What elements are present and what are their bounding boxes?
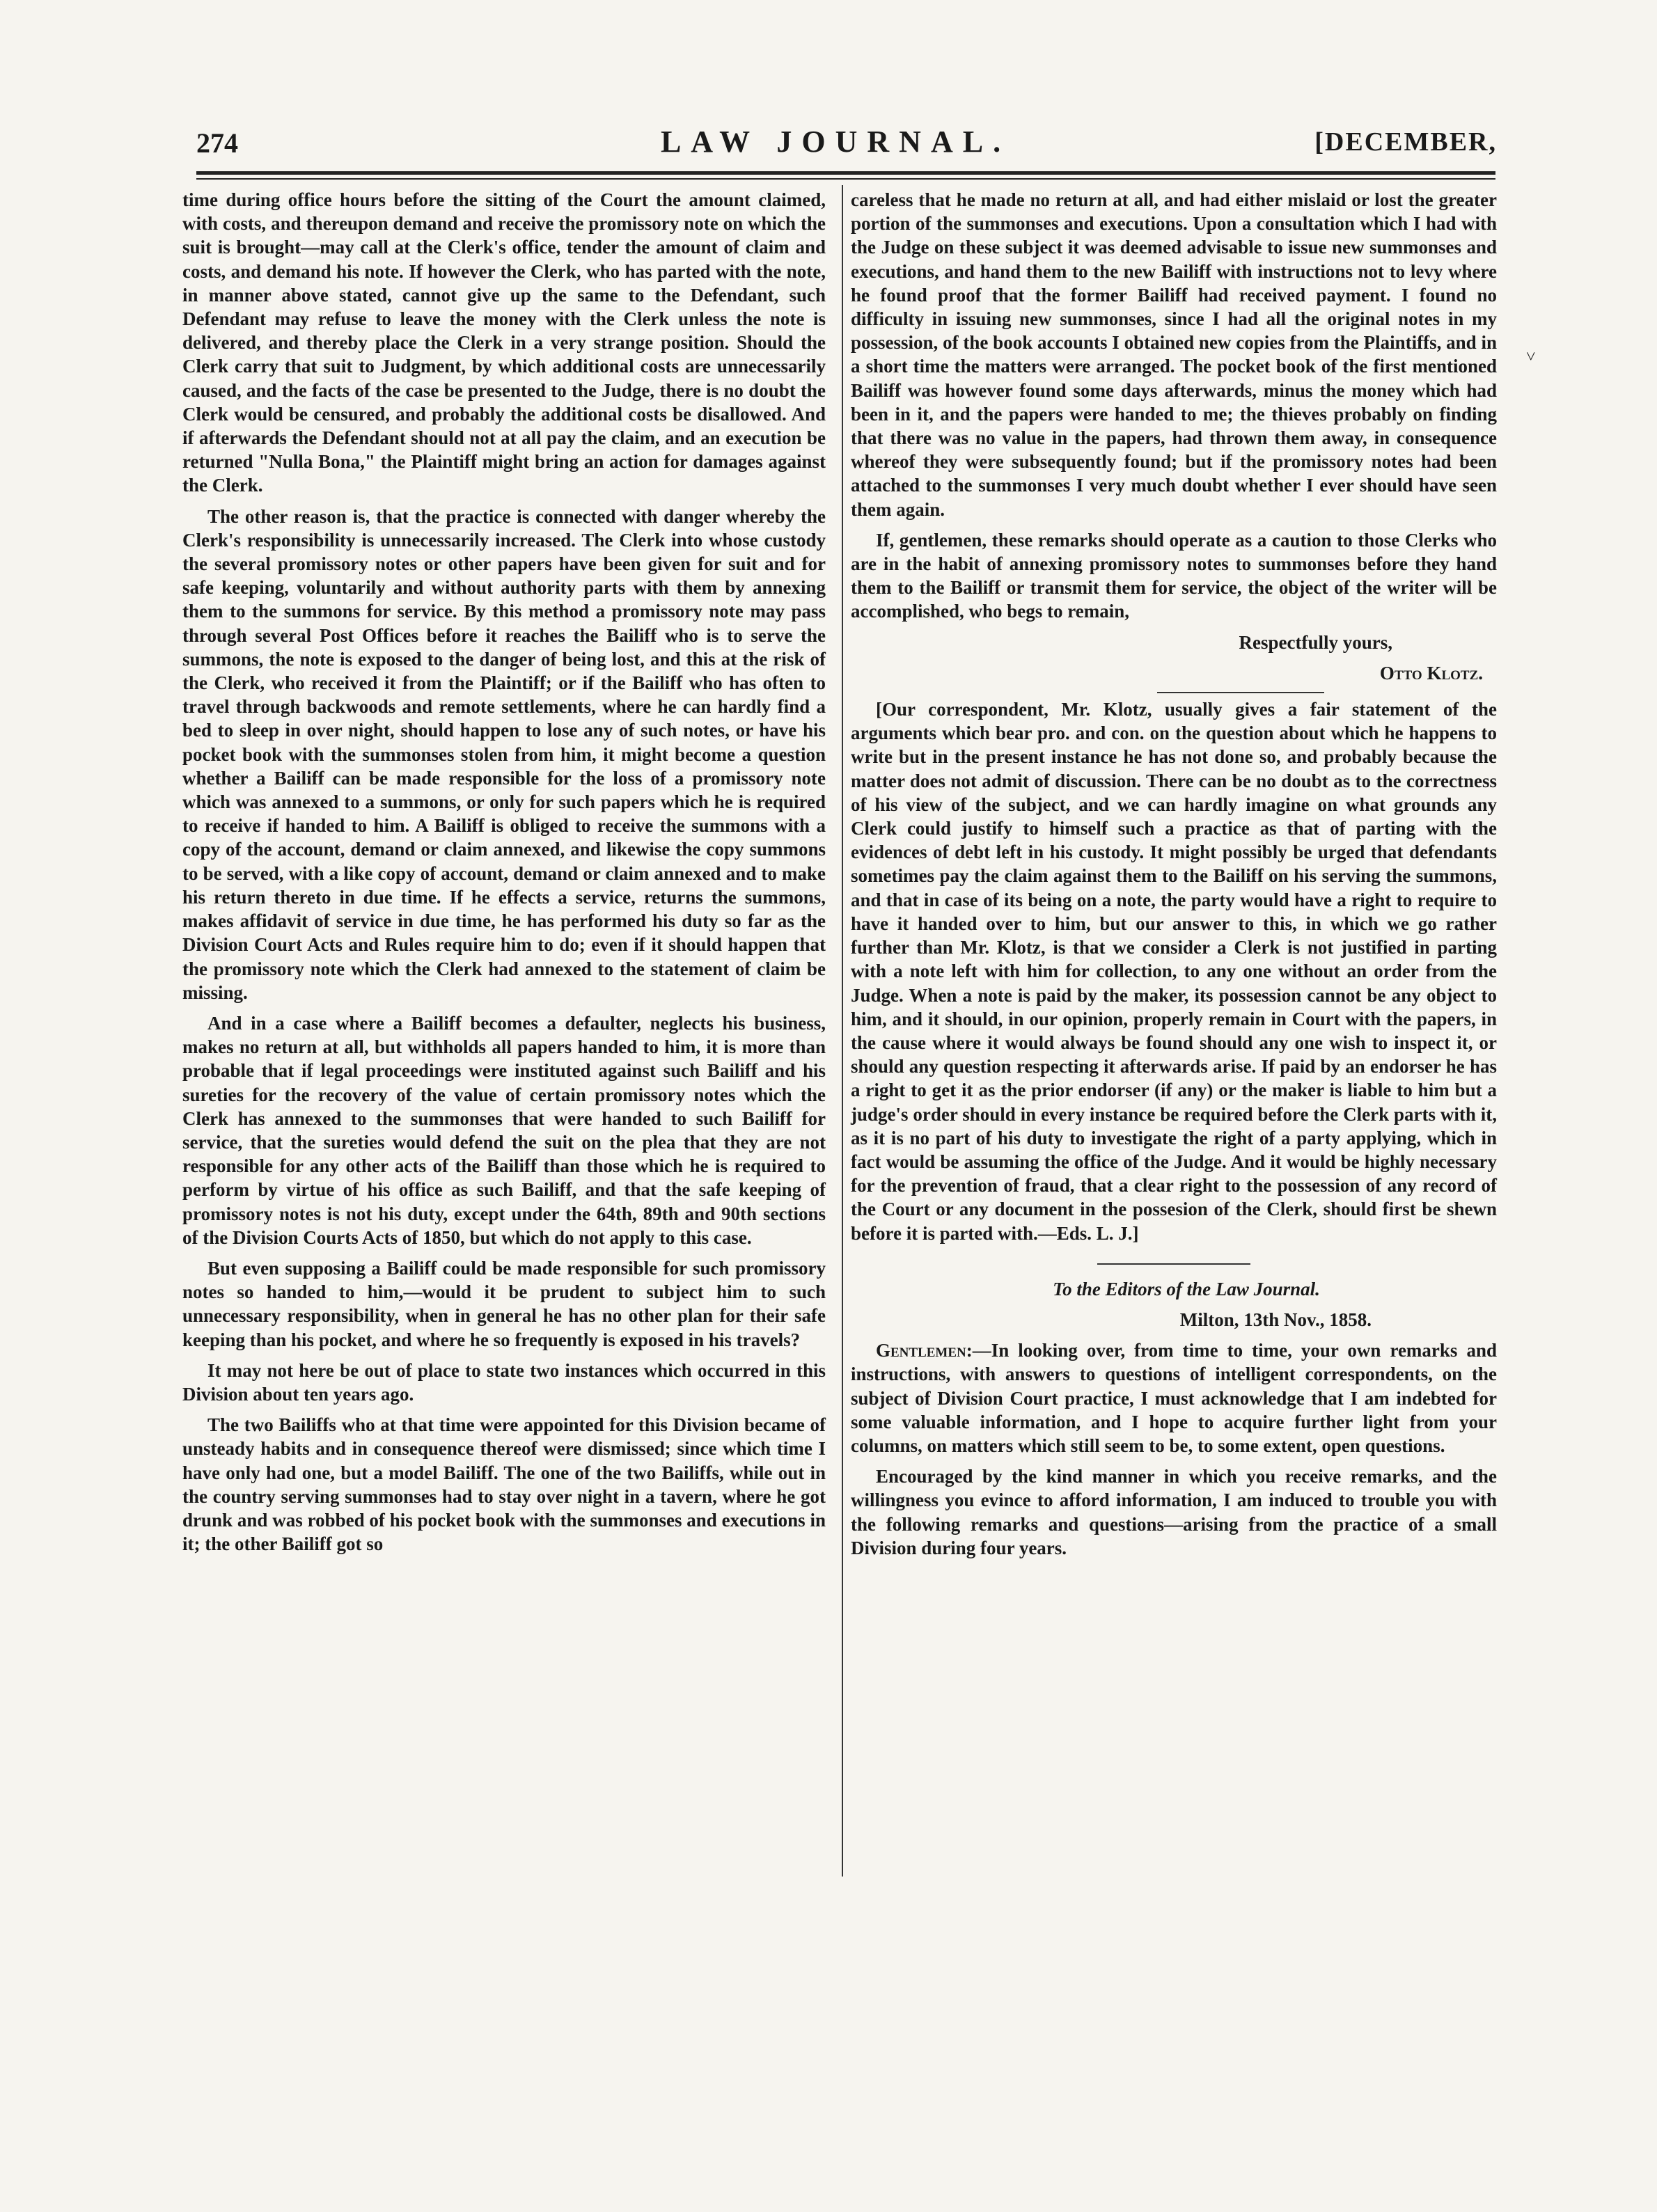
letter-heading: To the Editors of the Law Journal. [1053,1278,1320,1299]
page-number: 274 [196,127,238,159]
header-rule-thin [196,178,1495,180]
editor-note [851,697,1497,1245]
letter-text: —In looking over, from time to time, your own remarks and instructions, with answers to questions of intelligent correspondents, on the subject of Division Court practice, I must acknowledge that I am indebted for some valuable information, and I hope to acquire further light from your columns, on matters which still seem to be, to some extent, open questions. [851,1340,1497,1456]
header-rule [196,171,1495,175]
left-column [182,188,826,1563]
month-label: [DECEMBER, [1314,127,1497,157]
salutation: Gentlemen: [876,1340,973,1361]
paragraph: And in a case where a Bailiff becomes a defaulter, neglects his business, makes no return at all, but withholds all papers handed to him, it is more than probable that if legal proceedings were instituted against such Bailiff and his sureties for the recovery of the value of certain promissory notes which the Clerk has annexed to the summonses that were handed to such Bailiff for service, that the sureties would defend the suit on the plea that they are not responsible for any other acts of the Bailiff than those which he is required to perform by virtue of his office as such Bailiff, and that the safe keeping of promissory notes is not his duty, except under the 64th, 89th and 90th sections of the Division Courts Acts of 1850, but which do not apply to this case. [182,1012,826,1248]
section-rule [1097,1263,1250,1265]
paragraph: careless that he made no return at all, and had either mislaid or lost the greater portion of the summonses and executions. Upon a consultation which I had with the Judge on these subject it was deemed advisable to issue new summonses and executions, and hand them to the new Bailiff with instructions not to levy where he found proof that the former Bailiff had received payment. I found no difficulty in issuing new summonses, since I had all the original notes in my possession, of the book accounts I obtained new copies from the Plaintiffs, and in a short time the matters were arranged. The pocket book of the first mentioned Bailiff was however found some days afterwards, minus the money which had been in it, and the papers were handed to me; the thieves probably on finding that there was no value in the papers, had thrown them away, in consequence whereof they were subsequently found; but if the promissory notes had been attached to the summonses I very much doubt whether I ever should have seen them again. [851,189,1497,520]
margin-mark: ˅ [1526,348,1536,366]
right-column [851,188,1497,1567]
letter-paragraph [851,1338,1497,1457]
paragraph: time during office hours before the sitting of the Court the amount claimed, with costs, and thereupon demand and receive the promissory note on which the suit is brought—may call at the Clerk's office, tender the amount of claim and costs, and demand his note. If however the Clerk, who has parted with the note, in manner above stated, cannot give up the same to the Defendant, such Defendant may refuse to leave the money with the Clerk unless the note is delivered, and thereby place the Clerk in a very strange position. Should the Clerk carry that suit to Judgment, by which additional costs are unnecessarily caused, and the facts of the case be presented to the Judge, there is no doubt the Clerk would be censured, and probably the additional costs be disallowed. And if afterwards the Defendant should not at all pay the claim, and an execution be returned "Nulla Bona," the Plaintiff might bring an action for damages against the Clerk. [182,189,826,496]
paragraph: It may not here be out of place to state two instances which occurred in this Division about ten years ago. [182,1359,826,1405]
paragraph: The two Bailiffs who at that time were appointed for this Division became of unsteady habits and in consequence thereof were dismissed; since which time I have only had one, but a model Bailiff. The one of the two Bailiffs, while out in the country serving summonses had to stay over night in a tavern, where he got drunk and was robbed of his pocket book with the summonses and executions in it; the other Bailiff got so [182,1414,826,1555]
journal-title: LAW JOURNAL. [660,125,1011,159]
editor-note-text: [Our correspondent, Mr. Klotz, usually gives a fair statement of the arguments which bear pro. and con. on the question about which he happens to write but in the present instance he has not done so, and probably because the matter does not admit of discussion. There can be no doubt as to the correctness of his view of the subject, and we can hardly imagine on what grounds any Clerk could justify to himself such a practice as that of parting with the evidences of debt left in his custody. It might possibly be urged that defendants sometimes pay the claim against them to the Bailiff on his serving the summons, and that in case of its being on a note, the party would have a right to require to have it handed over to him, but our answer to this, in which we go rather further than Mr. Klotz, is that we consider a Clerk is not justified in parting with a note left with him for collection, to any one without an order from the Judge. When a note is paid by the maker, its possession cannot be any object to him, and it should, in our opinion, properly remain in Court with the papers, in the cause where it would always be found should any one wish to inspect it, or should any question respecting it afterwards arise. If paid by an endorser he has a right to get it as the prior endorser (if any) or the maker is liable to him but a judge's order should in every instance be required before the Clerk parts with it, as it is no part of his duty to investigate the right of a party applying, which in fact would be assuming the office of the Judge. And it would be highly necessary for the prevention of fraud, that a clear right to the possession of any record of the Court or any document in the possesion of the Clerk, should first be shewn before it is parted with.—Eds. L. J.] [851,699,1497,1244]
column-divider [842,185,843,1877]
letter-date: Milton, 13th Nov., 1858. [1179,1309,1372,1330]
paragraph: The other reason is, that the practice is connected with danger whereby the Clerk's responsibility is unnecessarily increased. The Clerk into whose custody the several promissory notes or other papers have been given for suit and for safe keeping, voluntarily and without authority parts with them by annexing them to the summons for service. By this method a promissory note may pass through several Post Offices before it reaches the Bailiff who is to serve the summons, the note is exposed to the danger of being lost, and this at the risk of the Clerk, who received it from the Plaintiff; or if the Bailiff who has often to travel through backwoods and remote settlements, where he can hardly find a bed to sleep in over night, should happen to lose any of such notes, or have his pocket book with the summonses stolen from him, it might become a question whether a Bailiff can be made responsible for the loss of a promissory note which was annexed to a summons, or only for such papers which he is required to receive if handed to him. A Bailiff is obliged to receive the summons with a copy of the account, demand or claim annexed, and likewise the copy summons to be served, with a like copy of account, demand or claim annexed and to make his return thereto in due time. If he effects a service, returns the summons, makes affidavit of service in due time, he has performed his duty so far as the Division Court Acts and Rules require him to do; even if it should happen that the promissory note which the Clerk had annexed to the statement of claim be missing. [182,505,826,1003]
closing-paragraph: If, gentlemen, these remarks should operate as a caution to those Clerks who are in the habit of annexing promissory notes to summonses before they hand them to the Bailiff or transmit them for service, the object of the writer will be accomplished, who begs to remain, [851,529,1497,622]
page-header [174,124,1497,166]
valediction: Respectfully yours, [1239,631,1392,653]
letter-paragraph: Encouraged by the kind manner in which you receive remarks, and the willingness you evince to afford information, I am induced to trouble you with the following remarks and questions—arising from the practice of a small Division during four years. [851,1466,1497,1558]
signature-rule [1157,692,1324,693]
signature: Otto Klotz. [1379,662,1483,684]
paragraph: But even supposing a Bailiff could be made responsible for such promissory notes so handed to him,—would it be prudent to subject him to such unnecessary responsibility, when in general he has no other plan for their safe keeping than his pocket, and where he so frequently is exposed in his travels? [182,1257,826,1350]
